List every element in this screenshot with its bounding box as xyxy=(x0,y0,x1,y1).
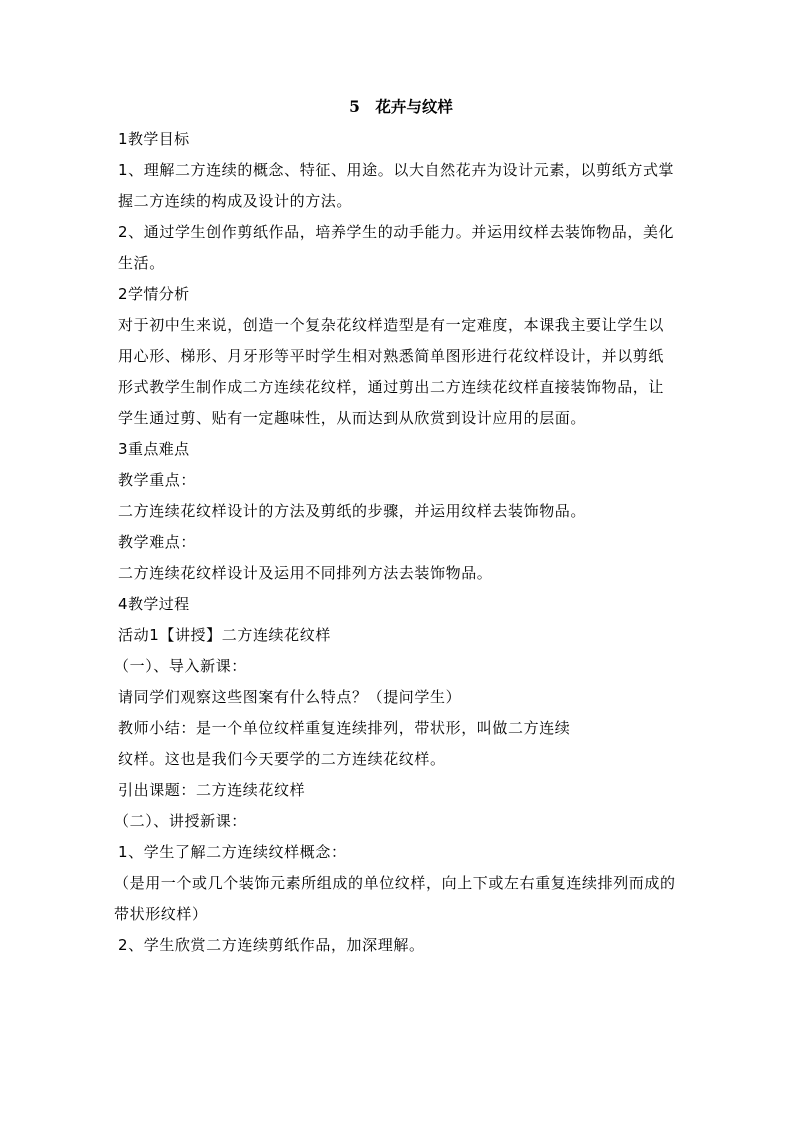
key-point-paragraph: 二方连续花纹样设计的方法及剪纸的步骤，并运用纹样去装饰物品。 xyxy=(118,502,587,520)
difficulty-label: 教学难点： xyxy=(118,533,197,551)
objective-2-paragraph: 2、通过学生创作剪纸作品，培养学生的动手能力。并运用纹样去装饰物品，美化生活。 xyxy=(118,223,675,272)
section-heading-process: 4教学过程 xyxy=(118,595,190,613)
analysis-paragraph: 对于初中生来说，创造一个复杂花纹样造型是有一定难度，本课我主要让学生以用心形、梯形、月牙形等平时学生相对熟悉简单图形进行花纹样设计，并以剪纸形式教学生制作成二方连续花纹样，通过剪出二方连续花纹样直接装饰物品，让学生通过剪、贴有一定趣味性，从而达到从欣赏到设计应用的层面。 xyxy=(118,316,665,427)
new-lesson-subheading: （二）、讲授新课： xyxy=(114,812,247,830)
intro-subheading: （一）、导入新课： xyxy=(114,657,247,675)
teacher-summary-line-2: 纹样。这也是我们今天要学的二方连续花纹样。 xyxy=(118,750,446,768)
section-heading-objectives: 1教学目标 xyxy=(118,130,190,148)
teacher-summary-line-1: 教师小结：是一个单位纹样重复连续排列，带状形，叫做二方连续 xyxy=(118,719,571,737)
document-title: 5 花卉与纹样 xyxy=(349,97,453,116)
key-point-label: 教学重点： xyxy=(118,471,197,489)
objective-1-paragraph: 1、理解二方连续的概念、特征、用途。以大自然花卉为设计元素，以剪纸方式掌握二方连续的构成及设计的方法。 xyxy=(118,161,675,210)
activity-1-title: 活动1【讲授】二方连续花纹样 xyxy=(118,626,331,644)
difficulty-paragraph: 二方连续花纹样设计及运用不同排列方法去装饰物品。 xyxy=(118,564,493,582)
topic-intro: 引出课题：二方连续花纹样 xyxy=(118,781,306,799)
section-heading-analysis: 2学情分析 xyxy=(118,285,190,303)
intro-question: 请同学们观察这些图案有什么特点？（提问学生） xyxy=(118,688,462,706)
section-heading-key-points: 3重点难点 xyxy=(118,440,190,458)
concept-definition: （是用一个或几个装饰元素所组成的单位纹样，向上下或左右重复连续排列而成的带状形纹样） xyxy=(114,874,676,923)
concept-point-1: 1、学生了解二方连续纹样概念： xyxy=(118,843,347,861)
document-page xyxy=(114,94,678,961)
concept-point-2: 2、学生欣赏二方连续剪纸作品，加深理解。 xyxy=(118,936,425,954)
